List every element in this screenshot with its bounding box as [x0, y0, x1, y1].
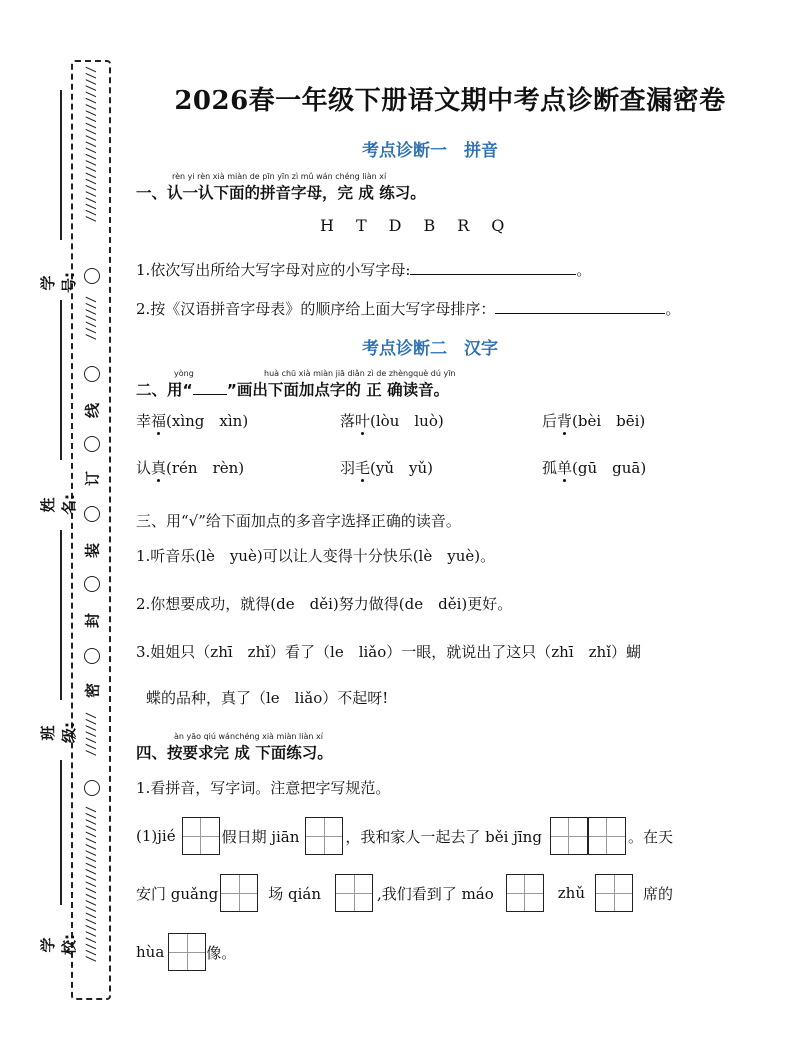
- pinyin-options: (rén rèn): [166, 459, 245, 477]
- pinyin-ruby: rèn yi rèn xià miàn de pīn yīn zì mǔ wán chéng liàn xí: [172, 172, 387, 181]
- pinyin-options: (yǔ yǔ): [370, 459, 434, 477]
- writing-grid[interactable]: [182, 817, 220, 855]
- pinyin-prompt: ，我和家人一起去了 běi jīng: [345, 827, 542, 846]
- writing-grid[interactable]: [588, 817, 626, 855]
- question-3-title: 三、用“√”给下面加点的多音字选择正确的读音。: [136, 512, 461, 530]
- reading-item[interactable]: [340, 457, 433, 478]
- cut-char: 装: [83, 543, 102, 559]
- binding-circle: [84, 268, 100, 284]
- writing-grid[interactable]: [168, 933, 206, 971]
- reading-item[interactable]: [136, 457, 244, 478]
- name-label: 姓名:: [39, 494, 78, 515]
- char: 幸: [136, 412, 152, 430]
- question-2-title: [136, 378, 449, 400]
- writing-line-1: [136, 817, 673, 855]
- pinyin-ruby: àn yāo qiú wánchéng xià miàn liàn xí: [174, 732, 323, 741]
- reading-item[interactable]: [340, 410, 444, 431]
- answer-blank[interactable]: [410, 274, 576, 275]
- letter: Q: [491, 216, 505, 235]
- dotted-char: 毛: [355, 459, 371, 477]
- dotted-char: 福: [151, 412, 167, 430]
- pinyin-prompt: 安门 guǎng: [136, 884, 219, 903]
- binding-circle: [84, 506, 100, 522]
- class-label: 班级:: [39, 722, 78, 743]
- period: 。: [576, 261, 592, 279]
- pinyin-prompt: zhǔ: [557, 884, 585, 902]
- char: 孤: [542, 459, 558, 477]
- binding-slashes: ///////: [84, 296, 98, 340]
- cut-char: 密: [83, 683, 102, 699]
- char: 后: [542, 412, 558, 430]
- name-line[interactable]: [60, 300, 62, 460]
- char: 认: [136, 459, 152, 477]
- section-heading-pinyin: 考点诊断一 拼音: [362, 141, 498, 161]
- binding-circle: [84, 576, 100, 592]
- char: 羽: [340, 459, 356, 477]
- student-id-label: 学号:: [39, 272, 78, 293]
- writing-grid[interactable]: [335, 874, 373, 912]
- writing-grid[interactable]: [220, 874, 258, 912]
- school-label: 学校:: [39, 934, 78, 955]
- section-heading-hanzi: 考点诊断二 汉字: [362, 339, 498, 359]
- pinyin-prompt: 场 qián: [268, 884, 322, 903]
- question-1-title: 一、认一认下面的拼音字母，完 成 练习。: [136, 184, 426, 202]
- question-3-3[interactable]: 3.姐姐只（zhī zhǐ）看了（le liǎo）一眼，就说出了这只（zhī zhǐ）蝴: [136, 643, 642, 661]
- binding-circle: [84, 366, 100, 382]
- writing-grid[interactable]: [550, 817, 588, 855]
- binding-slashes: /////////////////////////: [84, 66, 98, 222]
- page-title: 2026春一年级下册语文期中考点诊断查漏密卷: [174, 86, 726, 116]
- writing-line-3: [136, 933, 236, 971]
- pinyin-options: (gū guā): [572, 459, 647, 477]
- question-1-1: [136, 259, 591, 280]
- pinyin-options: (xìng xìn): [166, 412, 249, 430]
- reading-item[interactable]: [542, 457, 646, 478]
- reading-item[interactable]: [542, 410, 645, 431]
- letter: D: [388, 216, 402, 235]
- question-3-2[interactable]: 2.你想要成功，就得(de děi)努力做得(de děi)更好。: [136, 595, 513, 613]
- binding-slashes: ///////: [84, 712, 98, 756]
- letter: R: [457, 216, 470, 235]
- question-4-title: 四、按要求完 成 下面练习。: [136, 744, 333, 762]
- cut-char: 封: [83, 613, 102, 629]
- underline-sample: [193, 394, 227, 395]
- pinyin-ruby: huà chū xià miàn jiā diǎn zì de zhèngquè dú yīn: [264, 369, 456, 378]
- binding-slashes: /////////////////////////: [84, 806, 98, 962]
- answer-blank[interactable]: [495, 313, 665, 314]
- dotted-char: 真: [151, 459, 167, 477]
- char: 落: [340, 412, 356, 430]
- dotted-char: 单: [557, 459, 573, 477]
- question-1-2: [136, 298, 680, 319]
- question-text: 二、用“: [136, 381, 193, 399]
- letter: B: [423, 216, 436, 235]
- pinyin-prompt: 假日期 jiān: [221, 827, 300, 846]
- pinyin-ruby: yòng: [174, 369, 194, 378]
- pinyin-options: (lòu luò): [370, 412, 444, 430]
- school-line[interactable]: [60, 760, 62, 905]
- letter: T: [355, 216, 367, 235]
- dotted-char: 背: [557, 412, 573, 430]
- letter: H: [320, 216, 334, 235]
- student-id-line[interactable]: [60, 90, 62, 240]
- question-text: 1.依次写出所给大写字母对应的小写字母:: [136, 261, 411, 279]
- text: 。在天: [627, 827, 673, 846]
- text: 像。: [206, 943, 237, 962]
- binding-circle: [84, 648, 100, 664]
- capital-letters: [320, 216, 526, 235]
- text: 席的: [643, 884, 674, 903]
- binding-circle: [84, 436, 100, 452]
- period: 。: [665, 300, 681, 318]
- question-text: 2.按《汉语拼音字母表》的顺序给上面大写字母排序：: [136, 300, 496, 318]
- writing-grid[interactable]: [305, 817, 343, 855]
- dotted-char: 叶: [355, 412, 371, 430]
- question-text: ”画出下面加点字的 正 确读音。: [226, 381, 450, 399]
- cut-char: 订: [83, 471, 102, 487]
- pinyin-prompt: (1)jié: [136, 827, 176, 845]
- class-line[interactable]: [60, 530, 62, 700]
- writing-line-2: [136, 874, 673, 912]
- binding-circle: [84, 780, 100, 796]
- cut-char: 线: [83, 403, 102, 419]
- question-4-1: 1.看拼音，写字词。注意把字写规范。: [136, 779, 391, 797]
- writing-grid[interactable]: [506, 874, 544, 912]
- writing-grid[interactable]: [595, 874, 633, 912]
- reading-item[interactable]: [136, 410, 248, 431]
- pinyin-prompt: ,我们看到了 máo: [377, 884, 494, 903]
- pinyin-prompt: hùa: [136, 943, 165, 961]
- question-3-3-cont[interactable]: 蝶的品种，真了（le liǎo）不起呀!: [146, 689, 389, 707]
- pinyin-options: (bèi bēi): [572, 412, 646, 430]
- question-3-1[interactable]: 1.听音乐(lè yuè)可以让人变得十分快乐(lè yuè)。: [136, 547, 496, 565]
